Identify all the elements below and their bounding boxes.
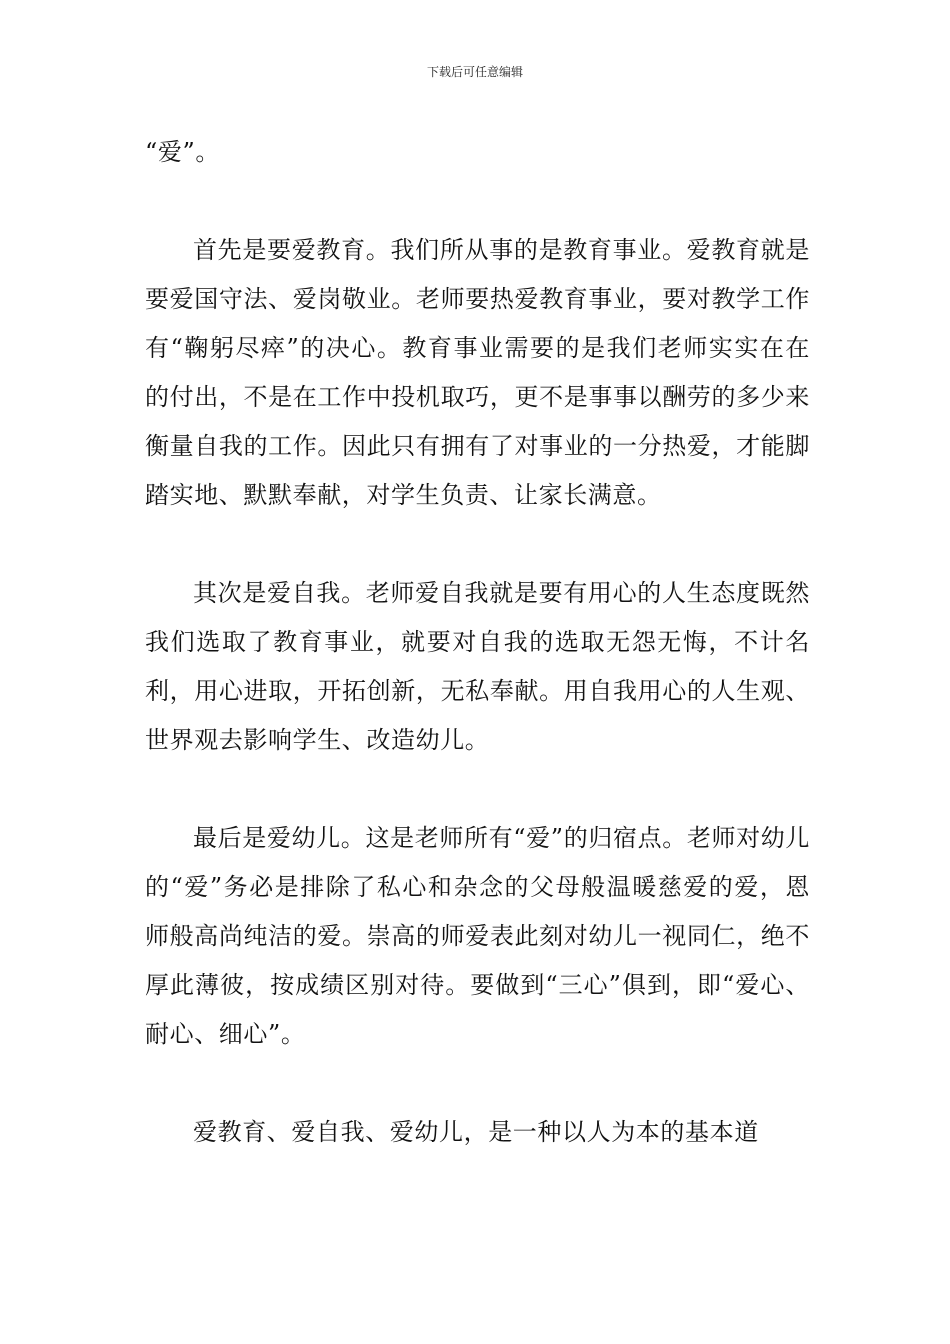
paragraph-conclusion: 爱教育、爱自我、爱幼儿，是一种以人为本的基本道 <box>193 1118 759 1146</box>
paragraph-continuation: “爱”。 <box>145 138 220 166</box>
document-body <box>145 128 810 1157</box>
paragraph-love-education: 首先是要爱教育。我们所从事的是教育事业。爱教育就是要爱国守法、爱岗敬业。老师要热爱教育事业，要对教学工作有“鞠躬尽瘁”的决心。教育事业需要的是我们老师实实在在的付出，不是在工作中投机取巧，更不是事事以酬劳的多少来衡量自我的工作。因此只有拥有了对事业的一分热爱，才能脚踏实地、默默奉献，对学生负责、让家长满意。 <box>145 236 810 509</box>
paragraph-love-children: 最后是爱幼儿。这是老师所有“爱”的归宿点。老师对幼儿的“爱”务必是排除了私心和杂念的父母般温暖慈爱的爱，恩师般高尚纯洁的爱。崇高的师爱表此刻对幼儿一视同仁，绝不厚此薄彼，按成绩区别对待。要做到“三心”俱到，即“爱心、耐心、细心”。 <box>145 824 810 1048</box>
page-header: 下载后可任意编辑 <box>426 65 523 79</box>
paragraph-love-self: 其次是爱自我。老师爱自我就是要有用心的人生态度既然我们选取了教育事业，就要对自我的选取无怨无悔，不计名利，用心进取，开拓创新，无私奉献。用自我用心的人生观、世界观去影响学生、改造幼儿。 <box>145 579 810 754</box>
